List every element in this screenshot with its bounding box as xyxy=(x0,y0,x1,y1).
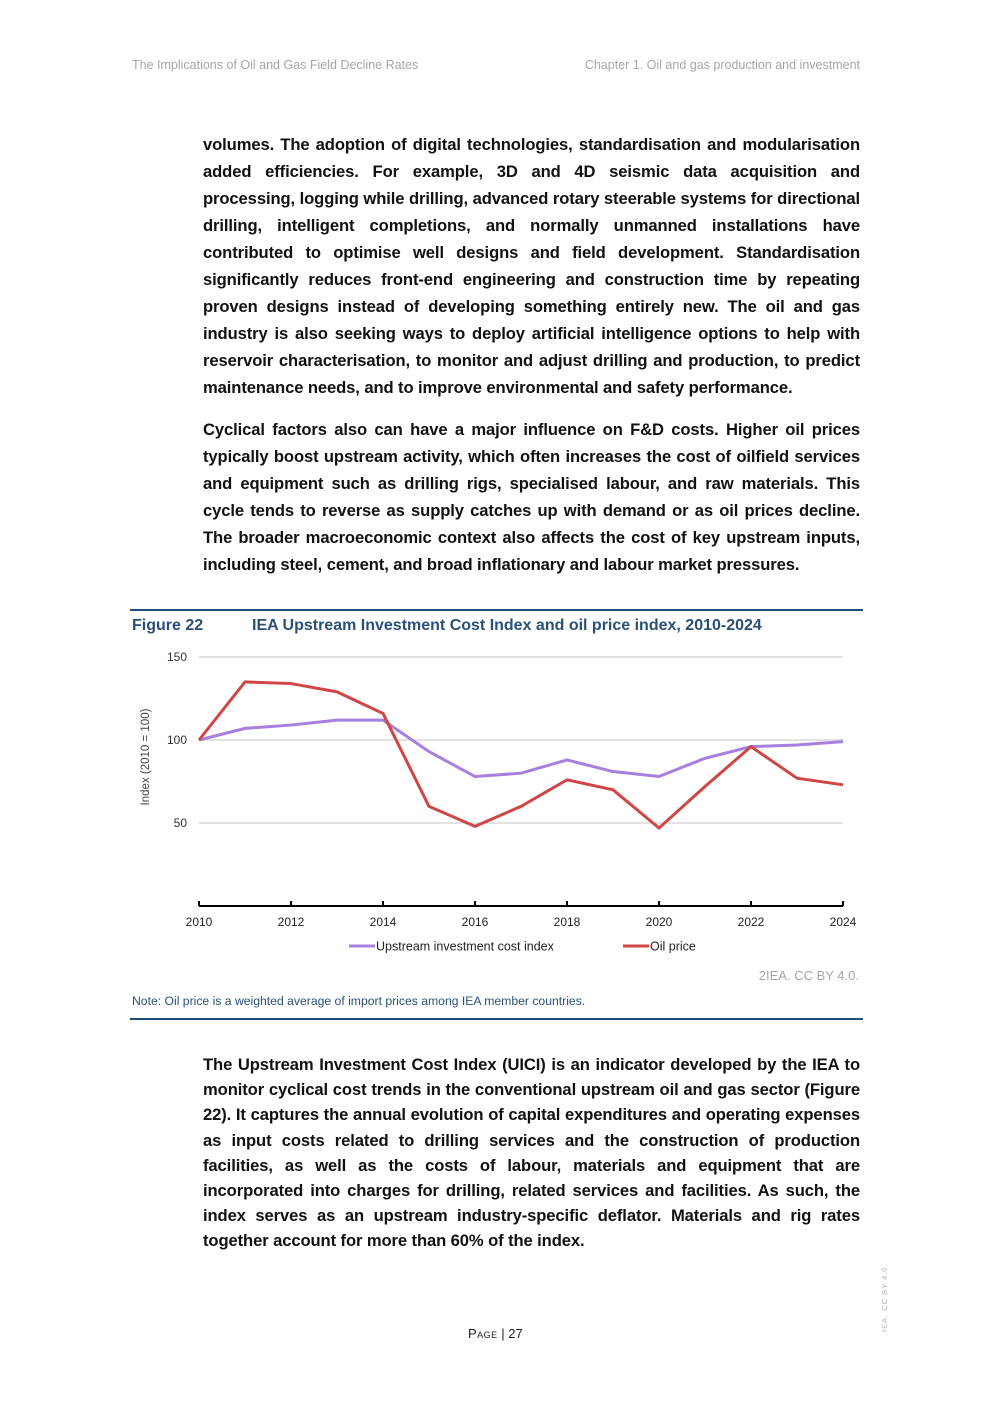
x-tick-label: 2024 xyxy=(829,915,857,929)
figure-note: Note: Oil price is a weighted average of import prices among IEA member countries. xyxy=(132,994,586,1008)
y-tick-label: 50 xyxy=(173,816,187,830)
figure-top-rule xyxy=(130,609,863,611)
x-tick-label: 2016 xyxy=(461,915,489,929)
body-paragraph-2 xyxy=(203,416,860,578)
x-tick-label: 2018 xyxy=(553,915,581,929)
document-title: The Implications of Oil and Gas Field Decline Rates xyxy=(132,58,419,72)
body-paragraph-1 xyxy=(203,131,860,401)
figure-title: IEA Upstream Investment Cost Index and oil price index, 2010-2024 xyxy=(252,617,762,634)
x-tick-label: 2022 xyxy=(737,915,765,929)
line-chart xyxy=(130,645,863,965)
legend-label: Upstream investment cost index xyxy=(376,939,554,954)
x-axis xyxy=(186,901,857,929)
x-tick-label: 2012 xyxy=(277,915,305,929)
x-tick-label: 2020 xyxy=(645,915,673,929)
side-license-text: IEA. CC BY 4.0. xyxy=(880,1263,889,1332)
legend-label: Oil price xyxy=(650,939,696,954)
y-tick-label: 150 xyxy=(166,650,187,664)
page-label: Page xyxy=(468,1326,498,1341)
page-number-value: 27 xyxy=(508,1326,523,1341)
running-header xyxy=(132,58,860,76)
y-axis-ticks xyxy=(167,650,187,830)
y-tick-label: 100 xyxy=(166,733,187,747)
x-tick-label: 2014 xyxy=(369,915,397,929)
page-number: Page | 27 xyxy=(468,1326,523,1341)
series-line-uici xyxy=(199,720,843,776)
chart-legend xyxy=(349,940,696,954)
paragraph-text: Cyclical factors also can have a major influence on F&D costs. Higher oil prices typically boost upstream activity, which often increases the cost of oilfield services and equipment such as drilling rigs, specialised labour, and raw materials. This cycle tends to reverse as supply catches up with demand or as oil prices decline. The broader macroeconomic context also affects the cost of key upstream inputs, including steel, cement, and broad inflationary and labour market pressures. xyxy=(203,420,860,574)
gridlines xyxy=(199,657,843,823)
chart-canvas xyxy=(130,645,863,965)
data-series xyxy=(199,682,843,828)
figure-number: Figure 22 xyxy=(132,617,204,634)
chapter-title: Chapter 1. Oil and gas production and investment xyxy=(584,58,860,72)
paragraph-text: The Upstream Investment Cost Index (UICI) is an indicator developed by the IEA to monitor cyclical cost trends in the conventional upstream oil and gas sector (Figure 22). It captures the annual evolution of capital expenditures and operating expenses as input costs related to drilling services and the construction of production facilities, as well as the costs of labour, materials and equipment that are incorporated into charges for drilling, related services and facilities. As such, the index serves as an upstream industry-specific deflator. Materials and rig rates together account for more than 60% of the index. xyxy=(203,1055,860,1251)
figure-credit: 2IEA. CC BY 4.0. xyxy=(758,968,859,983)
paragraph-text: volumes. The adoption of digital technologies, standardisation and modularisation added efficiencies. For example, 3D and 4D seismic data acquisition and processing, logging while drilling, advanced rotary steerable systems for directional drilling, intelligent completions, and normally unmanned installations have contributed to optimise well designs and field development. Standardisation significantly reduces front-end engineering and construction time by repeating proven designs instead of developing something entirely new. The oil and gas industry is also seeking ways to deploy artificial intelligence options to help with reservoir characterisation, to monitor and adjust drilling and production, to predict maintenance needs, and to improve environmental and safety performance. xyxy=(203,135,860,397)
series-line-oil-price xyxy=(199,682,843,828)
figure-bottom-rule xyxy=(130,1018,863,1020)
body-paragraph-3 xyxy=(203,1052,860,1254)
y-axis-label: Index (2010 = 100) xyxy=(140,708,152,806)
x-tick-label: 2010 xyxy=(185,915,213,929)
